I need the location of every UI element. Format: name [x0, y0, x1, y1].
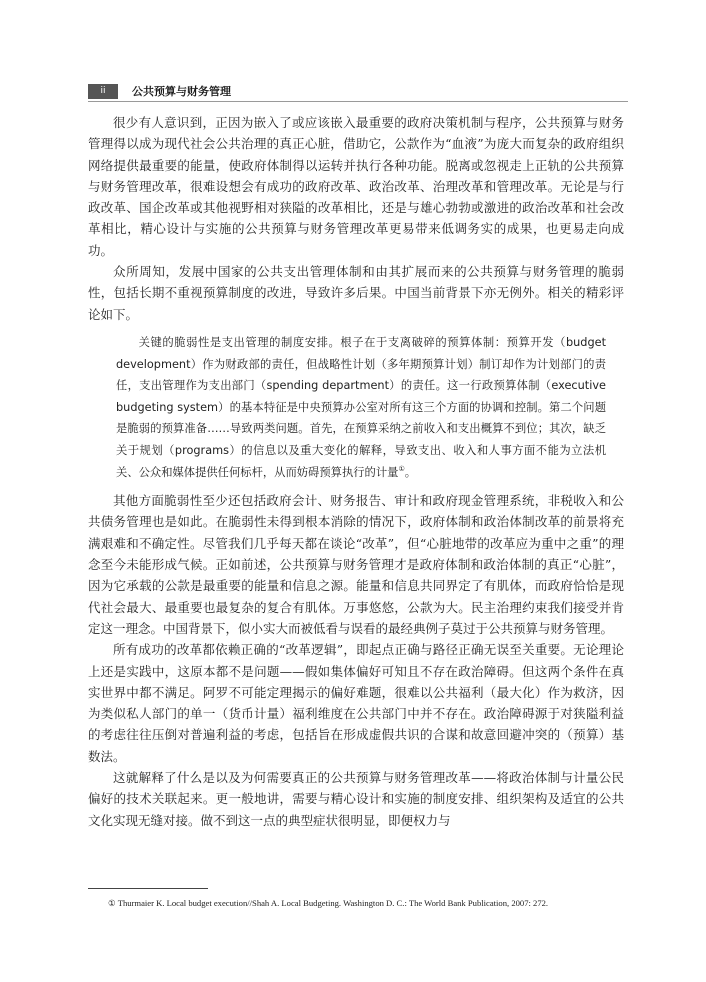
- paragraph-5: 这就解释了什么是以及为何需要真正的公共预算与财务管理改革——将政治体制与计量公民偏好的技术关联起来。更一般地讲，需要与精心设计和实施的制度安排、组织架构及适宜的公共文化实现无缝对接。做不到这一点的典型症状很明显，即便权力与: [88, 769, 624, 828]
- footnote-rule: [88, 888, 208, 889]
- body-text: [88, 112, 624, 831]
- running-title: 公共预算与财务管理: [132, 85, 231, 98]
- paragraph-2: 众所周知，发展中国家的公共支出管理体制和由其扩展而来的公共预算与财务管理的脆弱性，包括长期不重视预算制度的改进，导致许多后果。中国当前背景下亦无例外。相关的精彩评论如下。: [88, 264, 624, 322]
- footnote: ① Thurmaier K. Local budget execution//Shah A. Local Budgeting. Washington D. C.: The World Bank Publication, 2007: 272.: [108, 898, 549, 908]
- page-number: ii: [88, 84, 118, 99]
- paragraph-3: 其他方面脆弱性至少还包括政府会计、财务报告、审计和政府现金管理系统，非税收入和公共债务管理也是如此。在脆弱性未得到根本消除的情况下，政府体制和政治体制改革的前景将充满艰难和不确定性。尽管我们几乎每天都在谈论“改革”，但“心脏地带的改革应为重中之重”的理念至今未能形成气候。正如前述，公共预算与财务管理才是政府体制和政治体制的真正“心脏”，因为它承载的公款是最重要的能量和信息之源。能量和信息共同界定了有肌体，而政府恰恰是现代社会最大、最重要也最复杂的复合有肌体。万事悠悠，公款为大。民主治理约束我们接受并肯定这一理念。中国背景下，似小实大而被低看与误看的最经典例子莫过于公共预算与财务管理。: [88, 493, 624, 636]
- paragraph-1: 很少有人意识到，正因为嵌入了或应该嵌入最重要的政府决策机制与程序，公共预算与财务管理得以成为现代社会公共治理的真正心脏，借助它，公款作为“血液”为庞大而复杂的政府组织网络提供最重要的能量，使政府体制得以运转并执行各种功能。脱离或忽视走上正轨的公共预算与财务管理改革，很难设想会有成功的政府改革、政治改革、治理改革和管理改革。无论是与行政改革、国企改革或其他视野相对狭隘的改革相比，还是与雄心勃勃或激进的政治改革和社会改革相比，精心设计与实施的公共预算与财务管理改革更易带来低调务实的成果，也更易走向成功。: [88, 115, 624, 258]
- block-quote: 关键的脆弱性是支出管理的制度安排。根子在于支离破碎的预算体制：预算开发（budget development）作为财政部的责任，但战略性计划（多年期预算计划）制订却作为计划部门的责任，支出管理作为支出部门（spending department）的责任。这一行政预算体制（executive budgeting system）的基本特征是中央预算办公室对所有这三个方面的协调和控制。第二个问题是脆弱的预算准备……导致两类问题。首先，在预算采纳之前收入和支出概算不到位；其次，缺乏关于规划（programs）的信息以及重大变化的解释，导致支出、收入和人事方面不能为立法机关、公众和媒体提供任何标杆，从而妨碍预算执行的计量①。: [116, 335, 606, 479]
- page-header: [88, 82, 628, 102]
- quote-text: 关键的脆弱性是支出管理的制度安排。根子在于支离破碎的预算体制：预算开发（budget development）作为财政部的责任，但战略性计划（多年期预算计划）制订却作为计划部门的责任，支出管理作为支出部门（spending department）的责任。这一行政预算体制（executive budgeting system）的基本特征是中央预算办公室对所有这三个方面的协调和控制。第二个问题是脆弱的预算准备……导致两类问题。首先，在预算采纳之前收入和支出概算不到位；其次，缺乏关于规划（programs）的信息以及重大变化的解释，导致支出、收入和人事方面不能为立法机关、公众和媒体提供任何标杆，从而妨碍预算执行的计量: [116, 335, 606, 479]
- paragraph-4: 所有成功的改革都依赖正确的“改革逻辑”，即起点正确与路径正确无误至关重要。无论理论上还是实践中，这原本都不是问题——假如集体偏好可知且不存在政治障碍。但这两个条件在真实世界中都不满足。阿罗不可能定理揭示的偏好难题，很难以公共福利（最大化）作为救济，因为类似私人部门的单一（货币计量）福利维度在公共部门中并不存在。政治障碍源于对狭隘利益的考虑往往压倒对普遍利益的考虑，包括旨在形成虚假共识的合谋和故意回避冲突的（预算）基数法。: [88, 642, 624, 764]
- header-rule: [88, 101, 628, 102]
- footnote-reference: ①: [398, 464, 405, 473]
